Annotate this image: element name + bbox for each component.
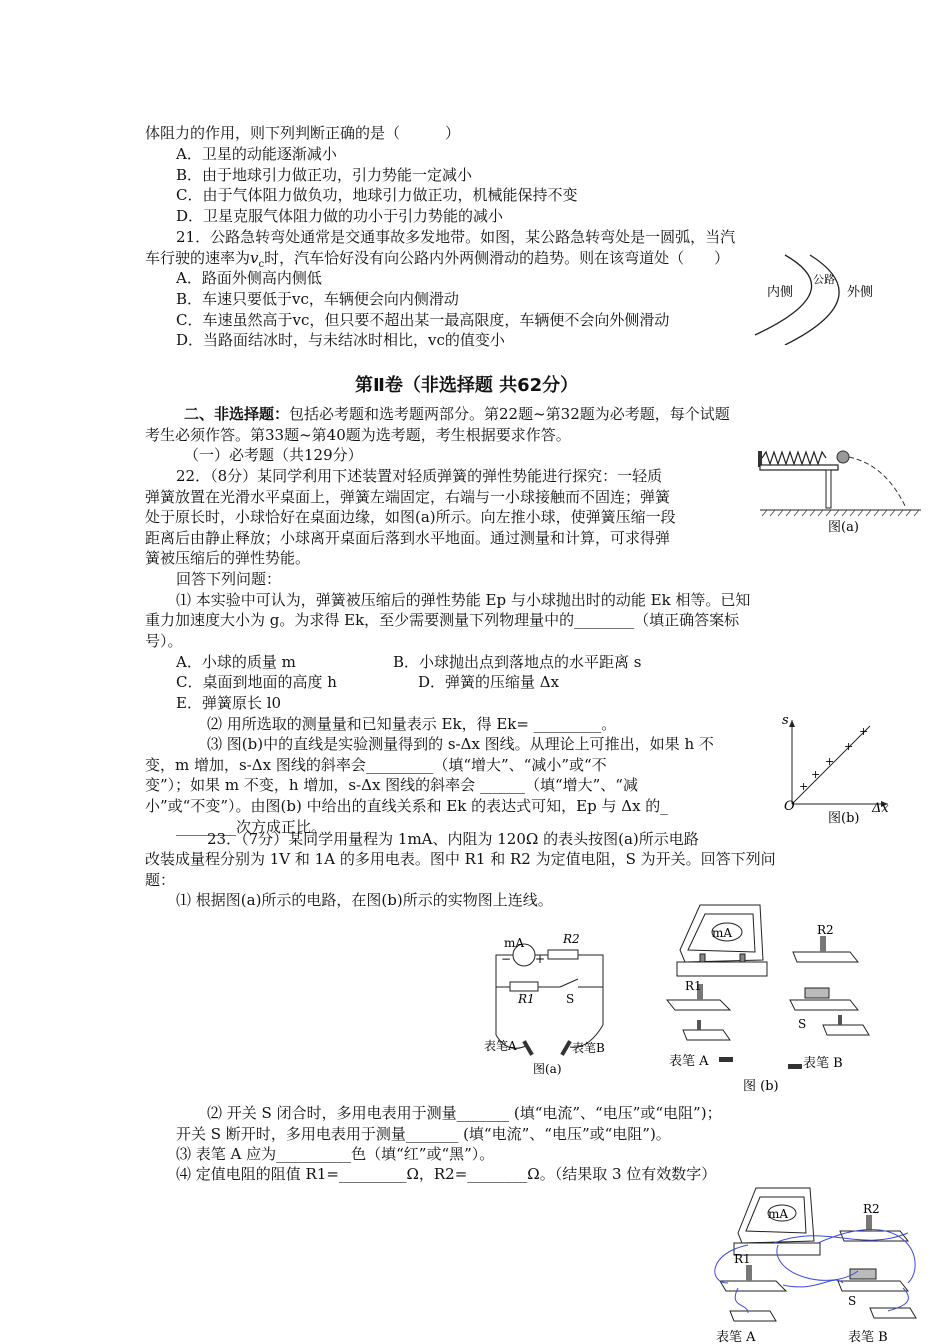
data-point: +	[859, 725, 869, 738]
axis-x-label: Δx	[872, 801, 889, 816]
svg-text:mA: mA	[504, 936, 525, 950]
q22-part2: ⑵ 用所选取的测量量和已知量表示 Ek，得 Ek= _________。	[207, 715, 617, 733]
svg-text:−: −	[501, 952, 512, 966]
q22-option-a: A．小球的质量 m	[176, 653, 296, 671]
svg-text:+: +	[535, 952, 546, 966]
svg-text:R2: R2	[863, 1202, 880, 1216]
q22-part3-line: ________次方成正比。	[176, 818, 327, 836]
svg-text:mA: mA	[712, 926, 733, 940]
section-2-title: 第Ⅱ卷（非选择题 共62分）	[355, 375, 579, 396]
q22-figure-b	[778, 710, 898, 828]
q21-option-b: B．车速只要低于vc，车辆便会向内侧滑动	[176, 290, 459, 308]
q21-option-d: D．当路面结冰时，与未结冰时相比，vc的值变小	[176, 331, 505, 349]
q22-part3-line: 变”）；如果 m 不变，h 增加，s-Δx 图线的斜率会 ______（填“增大”、“减	[145, 776, 638, 794]
q22-option-e: E．弹簧原长 l0	[176, 694, 282, 712]
svg-text:表笔 A: 表笔 A	[716, 1330, 756, 1344]
fig-inner-label: 内侧	[767, 285, 794, 300]
svg-text:S: S	[848, 1294, 857, 1308]
q22-part3-line: ⑶ 图(b)中的直线是实验测量得到的 s-Δx 图线。从理论上可推出，如果 h 不	[207, 735, 714, 753]
section-2-sub: （一）必考题（共129分）	[184, 446, 363, 464]
svg-text:R2: R2	[817, 923, 834, 937]
q23-line: 题：	[145, 871, 176, 889]
svg-text:图(a): 图(a)	[533, 1062, 562, 1076]
q23-physical-b	[655, 900, 875, 1095]
q23-line: 23．（7分）某同学用量程为 1mA、内阻为 120Ω 的表头按图(a)所示电路	[207, 830, 699, 848]
q23-part2-line: 开关 S 断开时，多用电表用于测量_______ (填“电流”、“电压”或“电阻”)。	[176, 1125, 671, 1143]
q20-option-d: D．卫星克服气体阻力做的功小于引力势能的减小	[176, 207, 504, 225]
q21-option-a: A．路面外侧高内侧低	[176, 269, 322, 287]
q23-part4-line: ⑷ 定值电阻的阻值 R1=_________Ω，R2=________Ω。（结果取 3 位有效数字）	[176, 1165, 717, 1183]
q22-line: 距离后由静止释放；小球离开桌面后落到水平地面。通过测量和计算，可求得弹	[145, 529, 671, 547]
svg-text:图 (b): 图 (b)	[743, 1079, 779, 1094]
q23-line: 改装成量程分别为 1V 和 1A 的多用电表。图中 R1 和 R2 为定值电阻，S 为开关。回答下列问	[145, 850, 776, 868]
q21-stem-line2: 车行驶的速率为$v_c$时，汽车恰好没有向公路内外两侧滑动的趋势。则在该弯道处（ ）	[145, 249, 730, 270]
svg-text:R1: R1	[734, 1252, 751, 1266]
svg-text:mA: mA	[768, 1207, 789, 1221]
svg-text:S: S	[566, 992, 575, 1006]
fig-b-label: 图(b)	[828, 811, 860, 826]
q22-line: 号）。	[145, 632, 183, 650]
q22-line: 重力加速度大小为 g。为求得 Ek，至少需要测量下列物理量中的________（填正确答案标	[145, 611, 740, 629]
svg-text:表笔 A: 表笔 A	[669, 1054, 709, 1069]
q23-part3-line: ⑶ 表笔 A 应为__________色（填“红”或“黑”）。	[176, 1145, 495, 1163]
q23-line: ⑴ 根据图(a)所示的电路，在图(b)所示的实物图上连线。	[176, 891, 553, 909]
q22-line: 弹簧放置在光滑水平桌面上，弹簧左端固定，右端与一小球接触而不固连；弹簧	[145, 488, 671, 506]
q20-option-c: C．由于气体阻力做负功，地球引力做正功，机械能保持不变	[176, 186, 578, 204]
data-point: +	[844, 740, 854, 753]
section-2-line2: 考生必须作答。第33题~第40题为选考题，考生根据要求作答。	[145, 426, 571, 444]
q22-part3-line: 变，m 增加，s-Δx 图线的斜率会_________（填“增大”、“减小”或“不	[145, 756, 607, 774]
q20-stem-tail: 体阻力的作用，则下列判断正确的是（ ）	[145, 124, 461, 142]
q22-option-b: B．小球抛出点到落地点的水平距离 s	[393, 653, 642, 671]
svg-text:R1: R1	[518, 992, 535, 1006]
q22-line: ⑴ 本实验中可认为，弹簧被压缩后的弹性势能 Ep 与小球抛出时的动能 Ek 相等。已知	[176, 591, 751, 609]
svg-text:R2: R2	[563, 932, 580, 946]
q22-line: 簧被压缩后的弹性势能。	[145, 549, 311, 567]
data-point: +	[799, 780, 809, 793]
q22-part3-line: 小”或“不变”）。由图(b) 中给出的直线关系和 Ek 的表达式可知，Ep 与 Δx 的_	[145, 797, 668, 815]
q21-option-c: C．车速虽然高于vc，但只要不超出某一最高限度，车辆便不会向外侧滑动	[176, 311, 670, 329]
q22-line: 22．（8分）某同学利用下述装置对轻质弹簧的弹性势能进行探究：一轻质	[176, 467, 663, 485]
q21-road-figure	[755, 250, 895, 345]
svg-text:R1: R1	[685, 979, 702, 993]
q22-option-d: D．弹簧的压缩量 Δx	[418, 673, 560, 691]
q22-option-c: C．桌面到地面的高度 h	[176, 673, 337, 691]
q23-answer-figure	[708, 1183, 940, 1344]
svg-text:表笔 B: 表笔 B	[848, 1330, 888, 1344]
axis-y-label: s	[782, 713, 789, 728]
svg-text:表笔A: 表笔A	[484, 1039, 517, 1053]
q20-option-a: A．卫星的动能逐渐减小	[176, 145, 337, 163]
q23-part2-line: ⑵ 开关 S 闭合时，多用电表用于测量_______ (填“电流”、“电压”或“电阻”)；	[207, 1104, 722, 1122]
q20-option-b: B．由于地球引力做正功，引力势能一定减小	[176, 166, 473, 184]
q23-circuit-a	[478, 925, 628, 1080]
data-point: +	[825, 755, 835, 768]
fig-road-label: 公路	[813, 273, 835, 286]
svg-text:表笔 B: 表笔 B	[803, 1056, 843, 1071]
origin-label: O	[784, 799, 795, 814]
q22-line: 回答下列问题：	[176, 570, 282, 588]
section-2-head: 二、非选择题：包括必考题和选考题两部分。第22题~第32题为必考题，每个试题	[184, 405, 730, 423]
fig-outer-label: 外侧	[847, 285, 874, 300]
q22-figure-a	[756, 440, 926, 536]
data-point: +	[811, 768, 821, 781]
svg-text:S: S	[798, 1017, 807, 1031]
q21-stem-line1: 21．公路急转弯处通常是交通事故多发地带。如图，某公路急转弯处是一圆弧，当汽	[176, 228, 736, 246]
q22-line: 处于原长时，小球恰好在桌面边缘，如图(a)所示。向左推小球，使弹簧压缩一段	[145, 508, 676, 526]
svg-text:表笔B: 表笔B	[572, 1041, 605, 1055]
fig-a-label: 图(a)	[828, 520, 859, 535]
